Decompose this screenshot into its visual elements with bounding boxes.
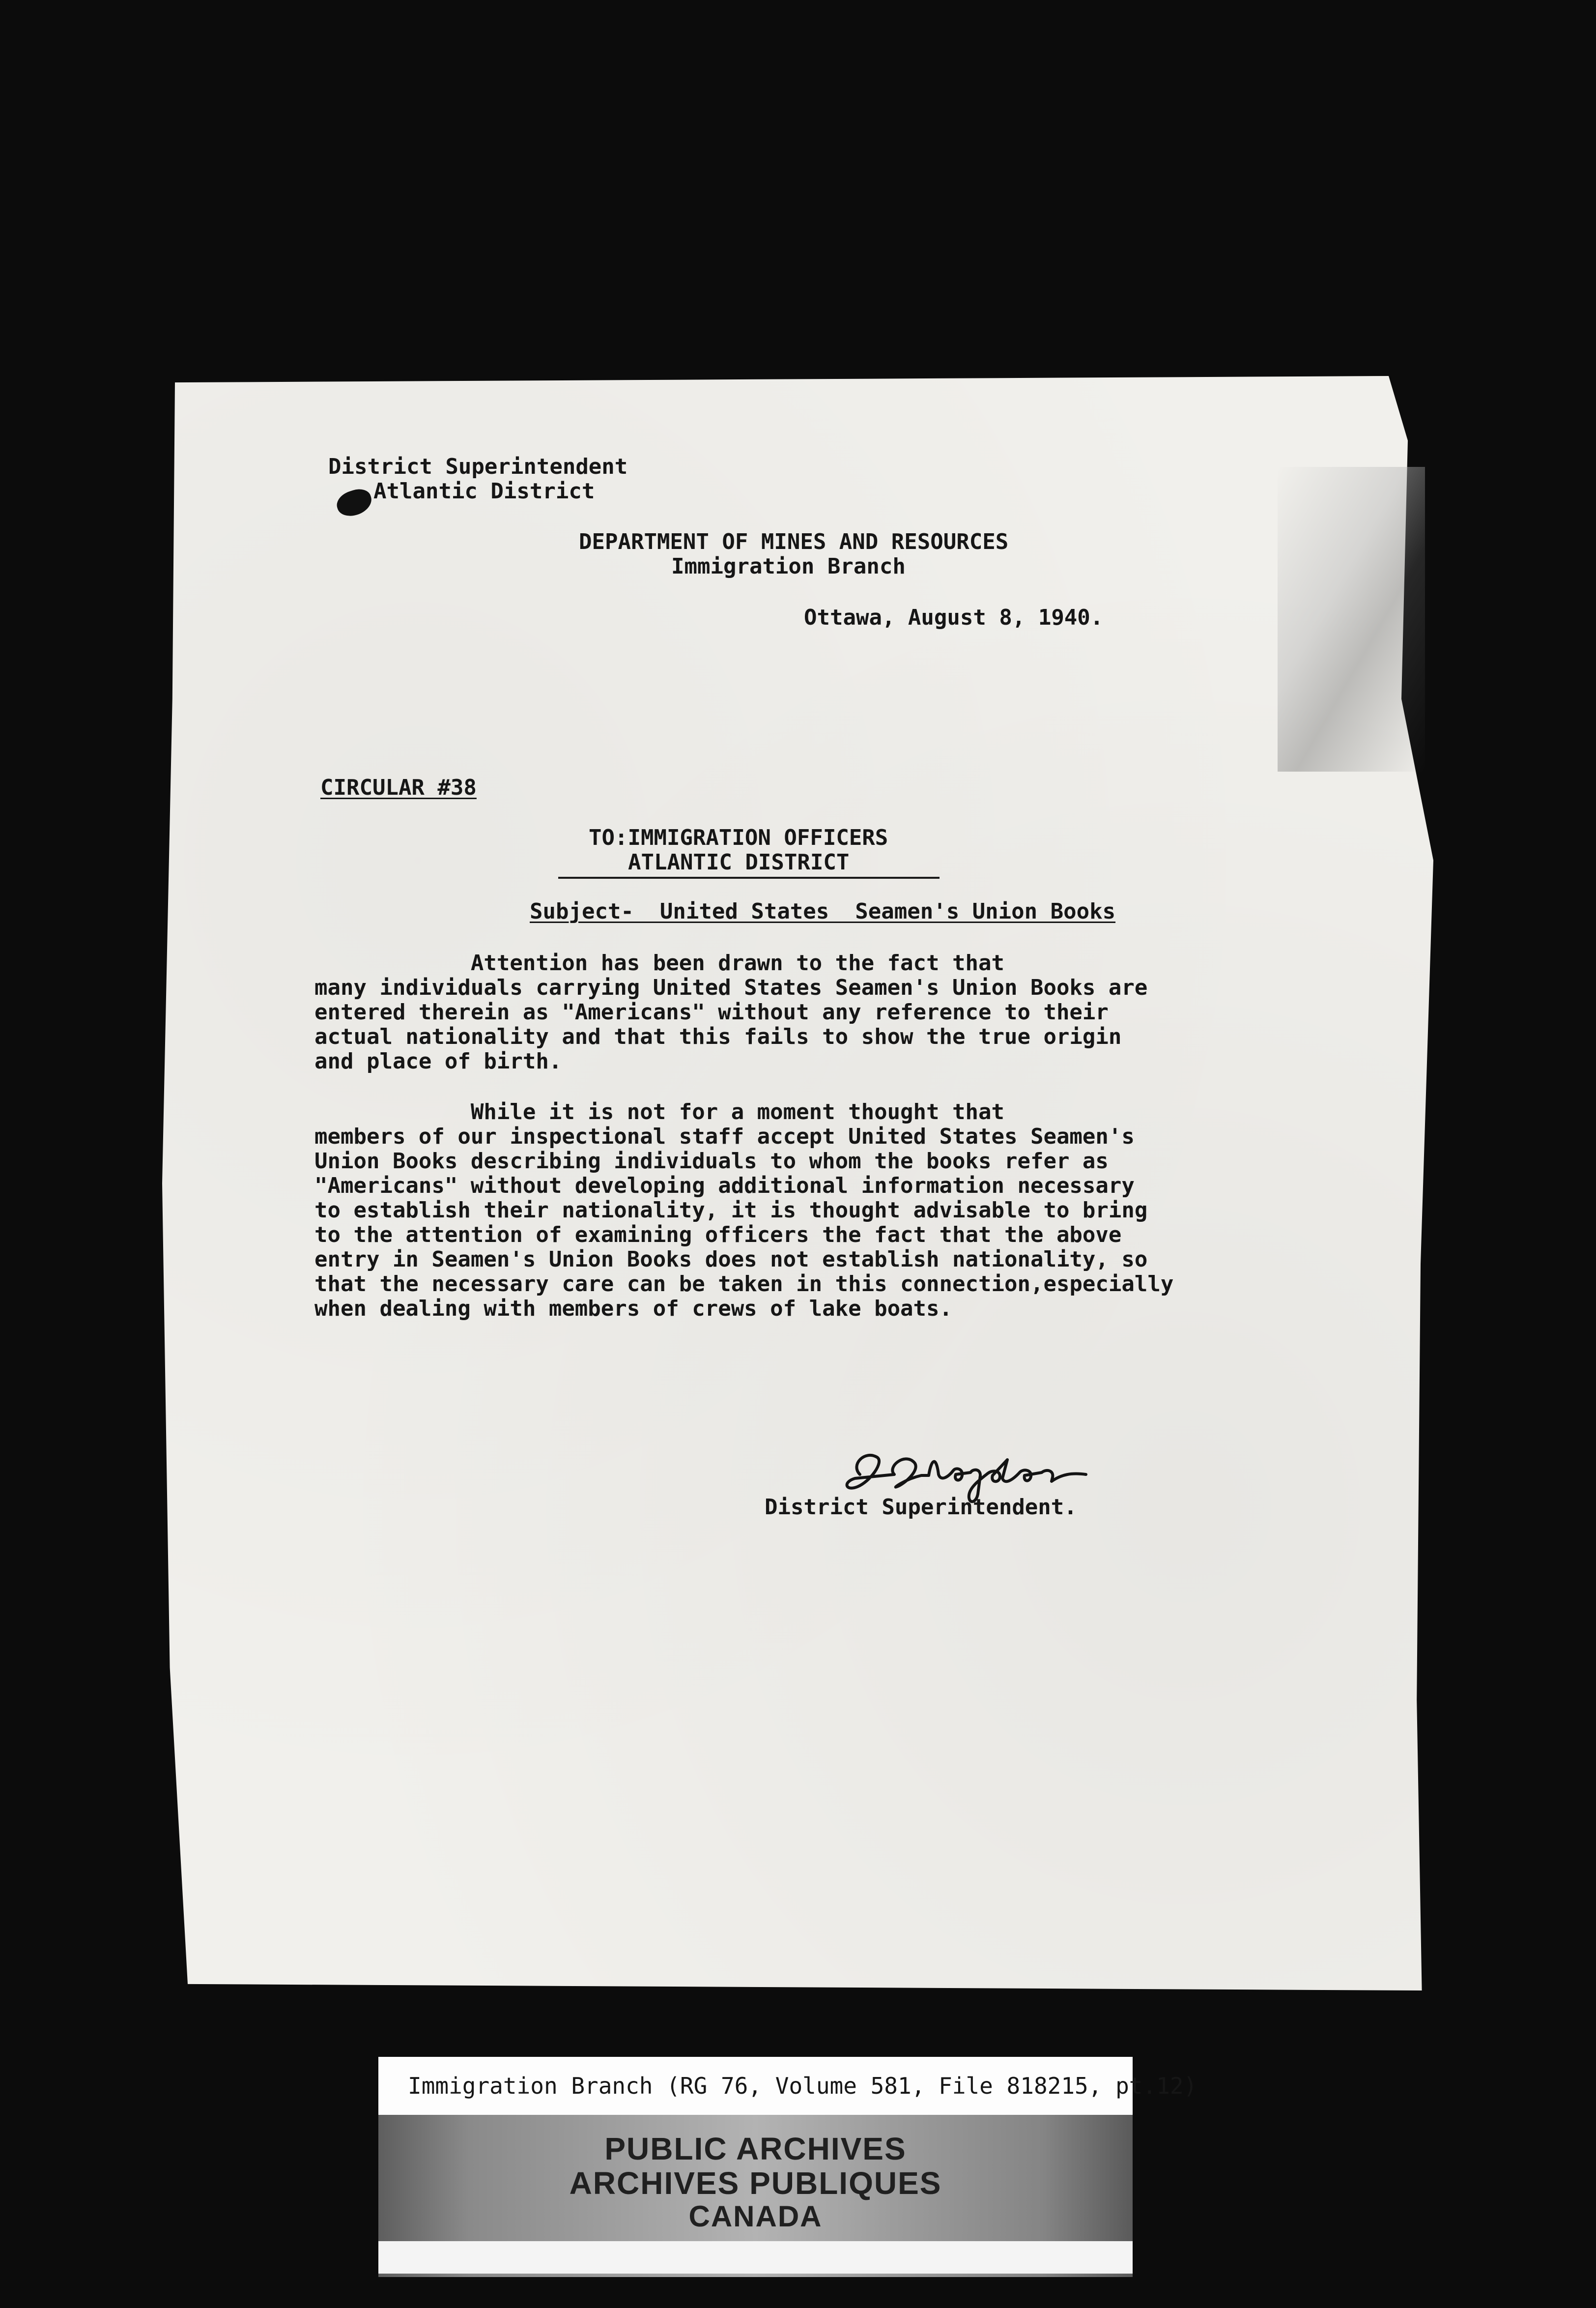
subject-line: Subject- United States Seamen's Union Books (530, 899, 1116, 924)
signature-title: District Superintendent. (765, 1495, 1077, 1520)
archive-caption-bar (378, 2057, 1197, 2115)
from-line-2: Atlantic District (373, 479, 595, 504)
stamp-bottom-strip (378, 2241, 1133, 2274)
para1-line: actual nationality and that this fails to show the true origin (314, 1024, 1122, 1049)
letter-date: Ottawa, August 8, 1940. (804, 605, 1104, 630)
para1-line: many individuals carrying United States Seamen's Union Books are (314, 975, 1148, 1000)
para1-line: entered therein as "Americans" without any reference to their (314, 1000, 1109, 1025)
to-underline (558, 877, 940, 879)
para2-line: Union Books describing individuals to whom the books refer as (314, 1149, 1109, 1174)
stamp-line-3: CANADA (688, 2200, 823, 2233)
folded-corner (1278, 467, 1425, 772)
to-line-2: ATLANTIC DISTRICT (628, 850, 850, 875)
para1-line: and place of birth. (314, 1049, 562, 1074)
to-line-1: TO:IMMIGRATION OFFICERS (589, 825, 888, 850)
para2-line: when dealing with members of crews of lake boats. (314, 1296, 953, 1321)
para2-line: to the attention of examining officers the fact that the above (314, 1222, 1122, 1247)
stamp-line-2: ARCHIVES PUBLIQUES (569, 2165, 942, 2201)
para2-line: "Americans" without developing additional information necessary (314, 1173, 1135, 1198)
stamp-line-1: PUBLIC ARCHIVES (604, 2131, 907, 2166)
para2-line: that the necessary care can be taken in this connection,especially (314, 1271, 1174, 1297)
circular-number: CIRCULAR #38 (320, 775, 477, 800)
branch-name: Immigration Branch (671, 554, 906, 579)
para1-line: Attention has been drawn to the fact that (314, 951, 1004, 976)
archive-caption: Immigration Branch (RG 76, Volume 581, File 818215, pt.12) (408, 2073, 1197, 2099)
para2-line: While it is not for a moment thought that (314, 1099, 1004, 1125)
para2-line: entry in Seamen's Union Books does not establish nationality, so (314, 1247, 1148, 1272)
from-line-1: District Superintendent (328, 454, 628, 479)
para2-line: members of our inspectional staff accept United States Seamen's (314, 1124, 1135, 1149)
para2-line: to establish their nationality, it is thought advisable to bring (314, 1198, 1148, 1223)
department-name: DEPARTMENT OF MINES AND RESOURCES (579, 529, 1009, 554)
